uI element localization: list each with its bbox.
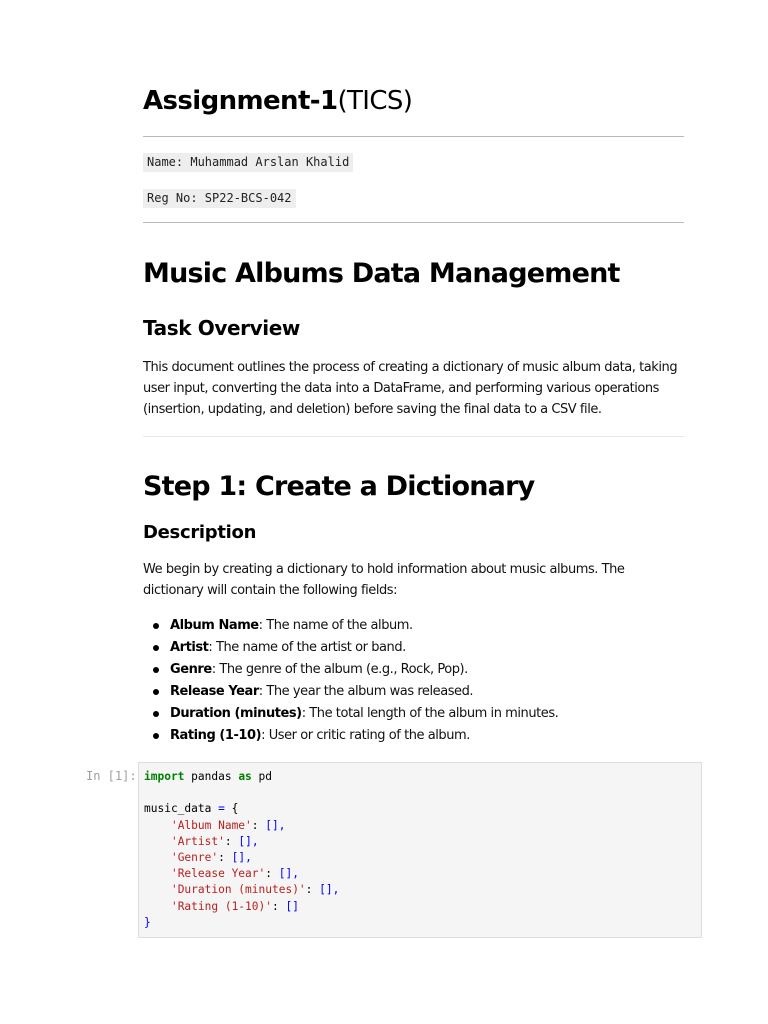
list-item	[143, 703, 558, 725]
code-assign-operator: =	[218, 802, 225, 816]
field-term: Album Name	[170, 618, 259, 633]
list-item	[143, 725, 558, 747]
code-comma: ,	[278, 818, 286, 832]
code-variable: music_data	[144, 802, 219, 816]
code-key-string: 'Artist'	[170, 834, 225, 848]
code-key-string: 'Album Name'	[170, 818, 252, 832]
code-close-brace: }	[144, 915, 151, 929]
code-indent	[144, 883, 171, 896]
code-alias: pd	[251, 770, 273, 783]
field-description: : User or critic rating of the album.	[261, 728, 470, 743]
code-empty-list: []	[238, 834, 252, 848]
code-comma: ,	[332, 883, 340, 897]
code-open-brace: {	[224, 802, 239, 816]
field-description: : The total length of the album in minutes.	[301, 706, 559, 721]
title-bold-text: Assignment-1	[143, 86, 338, 116]
task-overview-paragraph: This document outlines the process of creating a dictionary of music album data, taking user input, converting the data into a DataFrame, and performing various operations (insertion, updating, and deletion) before saving the final data to a CSV file.	[143, 360, 678, 417]
divider-header-bottom	[143, 222, 684, 223]
code-module-name: pandas	[184, 770, 239, 783]
field-description: : The year the album was released.	[258, 684, 474, 699]
step1-heading: Step 1: Create a Dictionary	[143, 471, 535, 502]
field-description: : The name of the album.	[258, 618, 413, 633]
main-heading: Music Albums Data Management	[143, 258, 620, 289]
code-comma: ,	[245, 851, 252, 865]
code-key-string: 'Genre'	[170, 851, 219, 865]
field-term: Release Year	[170, 684, 259, 699]
bullet-dot-icon	[153, 711, 159, 717]
code-colon: :	[272, 899, 286, 913]
code-indent	[144, 867, 171, 880]
field-description: : The genre of the album (e.g., Rock, Pop).	[211, 662, 468, 677]
code-editor[interactable]	[144, 769, 339, 931]
code-colon: :	[224, 834, 239, 848]
field-term: Genre	[170, 662, 212, 677]
student-name-code: Name: Muhammad Arslan Khalid	[143, 153, 353, 172]
bullet-dot-icon	[153, 667, 159, 673]
field-description: : The name of the artist or band.	[208, 640, 406, 655]
code-cell[interactable]	[138, 762, 702, 938]
field-term: Rating (1-10)	[170, 728, 262, 743]
code-empty-list: []	[285, 899, 299, 913]
code-key-string: 'Duration (minutes)'	[170, 883, 306, 897]
page-title	[143, 84, 412, 118]
fields-list	[143, 615, 558, 747]
code-keyword-import: import	[144, 770, 185, 783]
code-colon: :	[305, 883, 320, 897]
description-heading: Description	[143, 522, 257, 543]
title-normal-text: (TICS)	[337, 86, 413, 116]
code-empty-list: []	[265, 818, 279, 832]
bullet-dot-icon	[153, 689, 159, 695]
list-item	[143, 637, 558, 659]
code-indent	[144, 835, 171, 848]
list-item	[143, 659, 558, 681]
code-comma: ,	[292, 867, 299, 881]
field-term: Duration (minutes)	[170, 706, 302, 721]
code-key-string: 'Release Year'	[170, 867, 266, 881]
code-comma: ,	[251, 834, 259, 848]
divider-section	[143, 436, 684, 437]
bullet-dot-icon	[153, 623, 159, 629]
task-overview-heading: Task Overview	[143, 316, 300, 340]
registration-number-code: Reg No: SP22-BCS-042	[143, 189, 296, 208]
code-indent	[144, 819, 171, 832]
code-indent	[144, 851, 171, 864]
code-empty-list: []	[278, 867, 293, 881]
code-colon: :	[251, 818, 266, 832]
code-colon: :	[265, 867, 279, 881]
code-empty-list: []	[231, 851, 246, 865]
bullet-dot-icon	[153, 645, 159, 651]
list-item	[143, 615, 558, 637]
divider-top	[143, 136, 684, 137]
bullet-dot-icon	[153, 733, 159, 739]
code-keyword-as: as	[238, 770, 252, 783]
cell-prompt: In [1]:	[86, 769, 137, 783]
code-indent	[144, 900, 171, 913]
code-key-string: 'Rating (1-10)'	[170, 899, 272, 913]
field-term: Artist	[170, 640, 209, 655]
list-item	[143, 681, 558, 703]
code-colon: :	[218, 851, 232, 865]
description-paragraph: We begin by creating a dictionary to hold information about music albums. The dictionary will contain the following fields:	[143, 562, 625, 598]
code-empty-list: []	[319, 883, 333, 897]
